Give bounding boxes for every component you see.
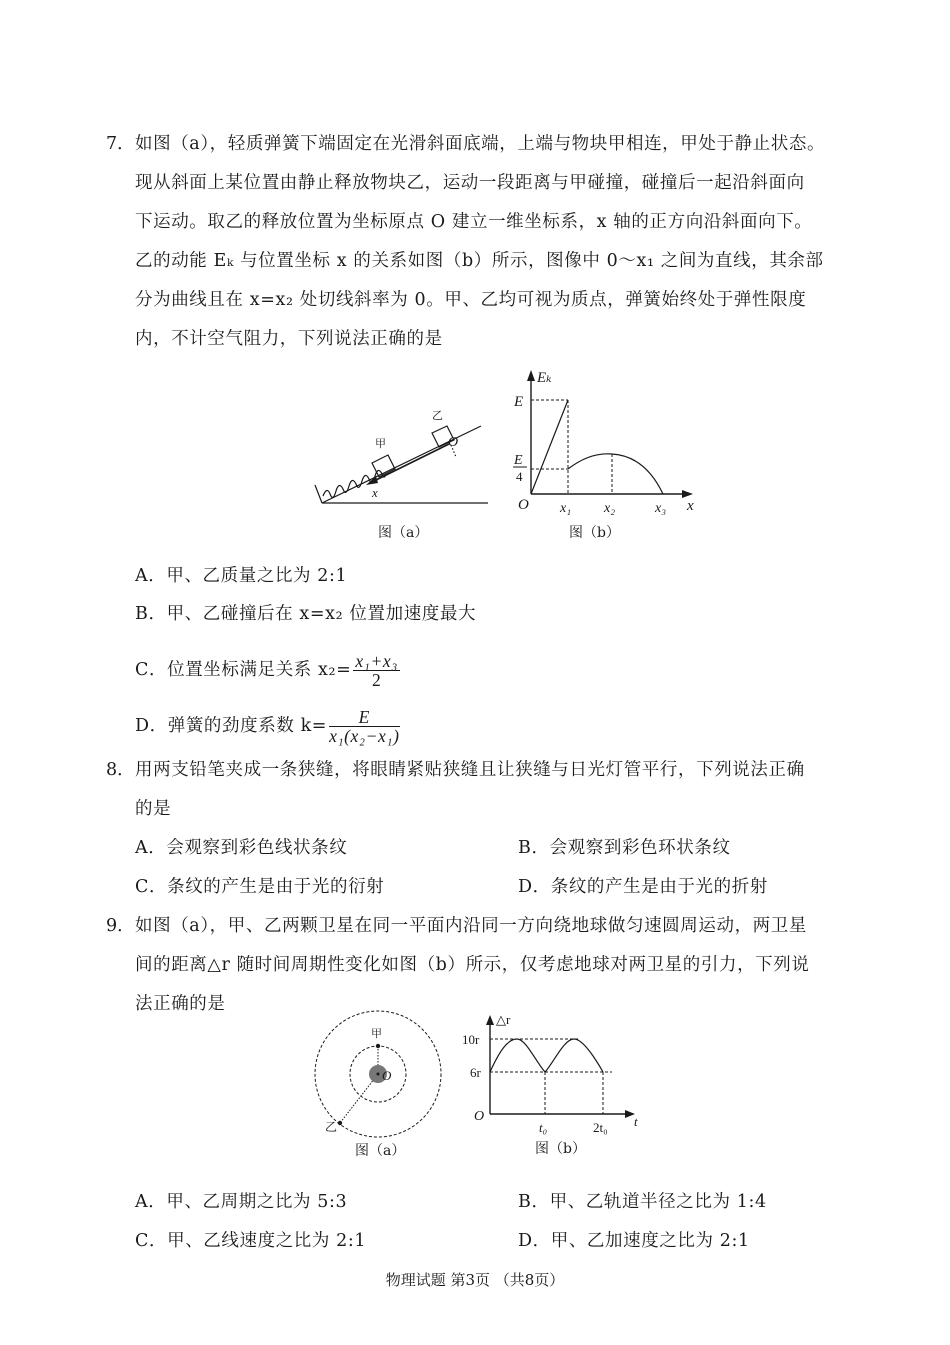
question-text-line: 现从斜面上某位置由静止释放物块乙，运动一段距离与甲碰撞，碰撞后一起沿斜面向 <box>135 173 805 193</box>
label-x1: x₁ <box>560 501 572 516</box>
label-x2: x₂ <box>604 501 616 516</box>
label-origin-b: O <box>474 1109 485 1124</box>
option-b[interactable] <box>518 1191 767 1213</box>
label-jia: 甲 <box>371 1028 382 1040</box>
question-text-line: 如图（a），轻质弹簧下端固定在光滑斜面底端，上端与物块甲相连，甲处于静止状态。 <box>135 134 826 154</box>
label-E: E <box>514 394 524 410</box>
option-label: C． <box>135 1231 168 1251</box>
label-6r: 6r <box>470 1065 481 1080</box>
question-text-line: 内，不计空气阻力，下列说法正确的是 <box>135 329 443 349</box>
option-label: B． <box>518 1192 550 1212</box>
label-ek: Eₖ <box>537 370 552 386</box>
label-10r: 10r <box>462 1032 480 1047</box>
option-d[interactable] <box>518 1230 750 1252</box>
figure-caption: 图（b） <box>569 525 620 541</box>
label-E4-den: 4 <box>516 469 523 484</box>
question-text-line: 分为曲线且在 x=x₂ 处切线斜率为 0。甲、乙均可视为质点，弹簧始终处于弹性限度 <box>135 290 807 310</box>
figure-caption: 图（a） <box>378 525 429 541</box>
question-text-line: 的是 <box>135 799 172 819</box>
fraction-denominator: x₁(x₂−x₁) <box>329 726 400 746</box>
option-text: 甲、乙线速度之比为 2:1 <box>167 1231 367 1251</box>
label-origin: O <box>448 435 459 450</box>
question-text-line: 用两支铅笔夹成一条狭缝，将眼睛紧贴狭缝且让狭缝与日光灯管平行，下列说法正确 <box>135 760 805 780</box>
question-number: 9． <box>106 916 135 936</box>
option-label: C． <box>135 877 168 897</box>
option-text: 位置坐标满足关系 x₂= <box>167 660 352 680</box>
question-text-line: 法正确的是 <box>135 994 226 1014</box>
option-c[interactable] <box>135 1230 366 1252</box>
question-text-line: 间的距离△r 随时间周期性变化如图（b）所示，仅考虑地球对两卫星的引力，下列说 <box>135 955 810 975</box>
label-E4-num: E <box>514 453 523 468</box>
label-origin-b: O <box>518 497 529 513</box>
option-text: 甲、乙质量之比为 2:1 <box>166 566 348 586</box>
label-dr: △r <box>496 1012 511 1027</box>
option-a[interactable] <box>135 1191 347 1213</box>
figure-caption: 图（b） <box>535 1141 586 1157</box>
option-label: A． <box>135 1192 167 1212</box>
option-text: 甲、乙轨道半径之比为 1:4 <box>549 1192 767 1212</box>
option-label: D． <box>518 1231 551 1251</box>
question-number: 8． <box>106 760 135 780</box>
label-x-axis: x <box>372 485 378 500</box>
label-t: t <box>634 1114 638 1129</box>
fraction-numerator: x₁+x₃ <box>355 651 398 671</box>
option-text: 会观察到彩色线状条纹 <box>166 838 348 858</box>
option-text: 会观察到彩色环状条纹 <box>549 838 731 858</box>
option-label: A． <box>135 838 167 858</box>
fraction-numerator: E <box>329 708 399 727</box>
question-number: 7． <box>106 134 135 154</box>
label-yi: 乙 <box>432 410 443 422</box>
option-text: 甲、乙碰撞后在 x=x₂ 位置加速度最大 <box>166 604 477 624</box>
option-text: 甲、乙周期之比为 5:3 <box>166 1192 348 1212</box>
option-text: 条纹的产生是由于光的衍射 <box>167 877 385 897</box>
label-x: x <box>687 498 694 514</box>
option-text: 弹簧的劲度系数 k= <box>167 716 328 736</box>
question-text-line: 乙的动能 Eₖ 与位置坐标 x 的关系如图（b）所示，图像中 0～x₁ 之间为直线，其余部 <box>135 251 824 271</box>
fraction-denominator: 2 <box>371 670 382 690</box>
question-text-line: 如图（a），甲、乙两颗卫星在同一平面内沿同一方向绕地球做匀速圆周运动，两卫星 <box>135 916 807 936</box>
option-label: B． <box>518 838 550 858</box>
option-label: B． <box>135 604 167 624</box>
option-label: A． <box>135 566 167 586</box>
label-yi: 乙 <box>325 1120 338 1134</box>
option-text: 条纹的产生是由于光的折射 <box>550 877 768 897</box>
label-x3: x₃ <box>655 501 667 516</box>
option-label: D． <box>518 877 551 897</box>
page-footer: 物理试题 第3页 （共8页） <box>385 1271 565 1289</box>
option-label: C． <box>135 660 168 680</box>
option-text: 甲、乙加速度之比为 2:1 <box>550 1231 750 1251</box>
option-label: D． <box>135 716 168 736</box>
question-text-line: 下运动。取乙的释放位置为坐标原点 O 建立一维坐标系，x 轴的正方向沿斜面向下。 <box>135 212 813 232</box>
label-center: O <box>382 1068 392 1083</box>
figure-caption: 图（a） <box>355 1143 406 1159</box>
label-jia: 甲 <box>375 438 386 450</box>
label-t0: t₀ <box>539 1120 548 1135</box>
label-2t0: 2t₀ <box>593 1120 608 1135</box>
